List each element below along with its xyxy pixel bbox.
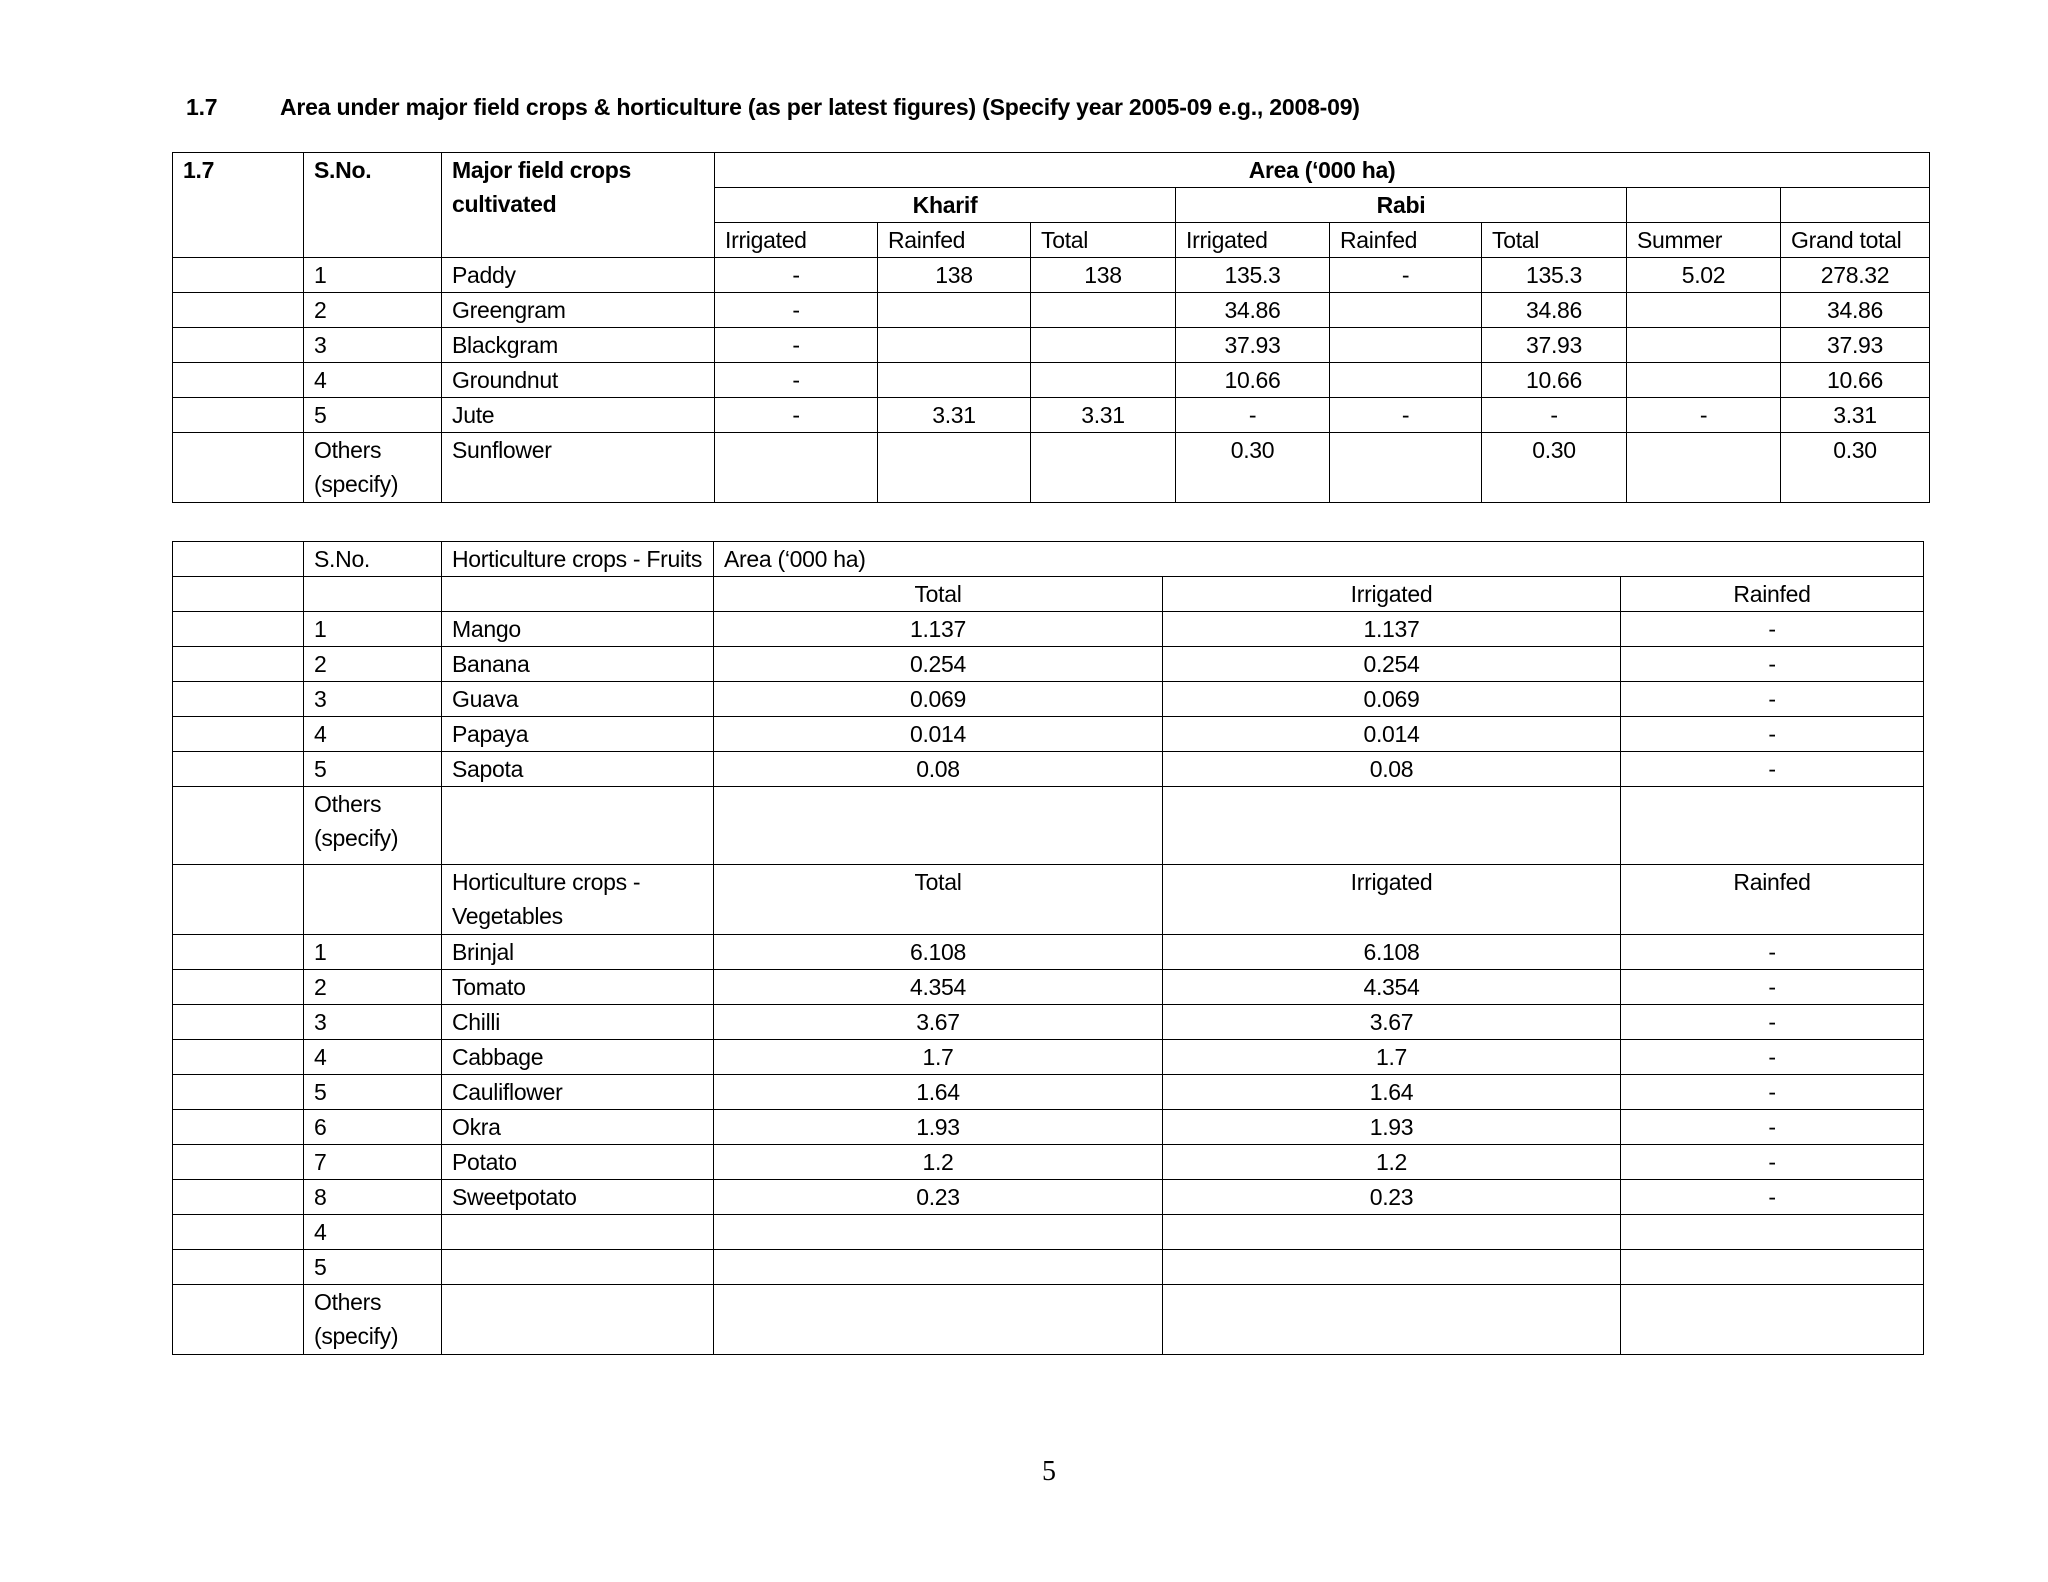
value-cell <box>878 363 1031 398</box>
sno-cell: 4 <box>304 1215 442 1250</box>
sno-header: S.No. <box>304 153 442 258</box>
crop-name-cell: Blackgram <box>442 328 715 363</box>
total-cell: 0.014 <box>714 717 1163 752</box>
crop-name-cell: Greengram <box>442 293 715 328</box>
blank-cell <box>173 612 304 647</box>
kharif-irrigated-header: Irrigated <box>715 223 878 258</box>
rabi-header: Rabi <box>1176 188 1627 223</box>
kharif-total-header: Total <box>1031 223 1176 258</box>
table-row <box>173 1250 1924 1285</box>
value-cell: 0.30 <box>1482 433 1627 503</box>
value-cell <box>1627 293 1781 328</box>
crop-name-cell: Guava <box>442 682 714 717</box>
value-cell: - <box>715 293 878 328</box>
value-cell <box>1627 433 1781 503</box>
table-row <box>173 1180 1924 1215</box>
sno-cell: 3 <box>304 1005 442 1040</box>
vegetables-header: Horticulture crops - Vegetables <box>442 865 714 935</box>
empty-header-cell <box>1627 188 1781 223</box>
total-cell: 1.137 <box>714 612 1163 647</box>
blank-cell <box>173 787 304 865</box>
value-cell: 135.3 <box>1176 258 1330 293</box>
blank-cell <box>173 542 304 577</box>
value-cell <box>878 433 1031 503</box>
rainfed-cell <box>1621 1215 1924 1250</box>
others-label-cell: Others (specify) <box>304 1285 442 1355</box>
value-cell <box>1330 363 1482 398</box>
rainfed-cell: - <box>1621 682 1924 717</box>
fruits-header: Horticulture crops - Fruits <box>442 542 714 577</box>
value-cell: 3.31 <box>1781 398 1930 433</box>
total-cell: 6.108 <box>714 935 1163 970</box>
irrigated-cell: 6.108 <box>1163 935 1621 970</box>
sno-cell: 8 <box>304 1180 442 1215</box>
crop-name-cell: Groundnut <box>442 363 715 398</box>
irrigated-cell: 0.23 <box>1163 1180 1621 1215</box>
blank-cell <box>173 1075 304 1110</box>
table-row <box>173 1040 1924 1075</box>
table-row <box>173 293 1930 328</box>
value-cell: 0.30 <box>1176 433 1330 503</box>
rainfed-cell: - <box>1621 612 1924 647</box>
blank-cell <box>714 1285 1163 1355</box>
blank-cell <box>1163 787 1621 865</box>
irrigated-cell <box>1163 1250 1621 1285</box>
irrigated-cell: 1.64 <box>1163 1075 1621 1110</box>
irrigated-cell: 1.2 <box>1163 1145 1621 1180</box>
blank-cell <box>173 1215 304 1250</box>
crop-name-cell: Okra <box>442 1110 714 1145</box>
rainfed-cell: - <box>1621 1180 1924 1215</box>
total-cell: 0.23 <box>714 1180 1163 1215</box>
summer-header: Summer <box>1627 223 1781 258</box>
value-cell: 34.86 <box>1176 293 1330 328</box>
table-row <box>173 1215 1924 1250</box>
table-row <box>173 865 1924 935</box>
sno-cell: 4 <box>304 363 442 398</box>
value-cell: - <box>1627 398 1781 433</box>
sno-cell: 5 <box>304 398 442 433</box>
rabi-total-header: Total <box>1482 223 1627 258</box>
blank-cell <box>173 1110 304 1145</box>
table-row <box>173 1110 1924 1145</box>
sno-cell: Others (specify) <box>304 433 442 503</box>
table-row <box>173 717 1924 752</box>
section-label-cell: 1.7 <box>173 153 304 258</box>
blank-cell <box>173 752 304 787</box>
table-row <box>173 577 1924 612</box>
blank-cell <box>304 577 442 612</box>
value-cell <box>1031 328 1176 363</box>
kharif-header: Kharif <box>715 188 1176 223</box>
sno-cell: 5 <box>304 752 442 787</box>
sno-cell: 2 <box>304 293 442 328</box>
rabi-irrigated-header: Irrigated <box>1176 223 1330 258</box>
table-row <box>173 1075 1924 1110</box>
crop-name-cell: Sweetpotato <box>442 1180 714 1215</box>
irrigated-header: Irrigated <box>1163 577 1621 612</box>
kharif-rainfed-header: Rainfed <box>878 223 1031 258</box>
rainfed-cell: - <box>1621 1040 1924 1075</box>
blank-cell <box>173 293 304 328</box>
irrigated-cell: 4.354 <box>1163 970 1621 1005</box>
sno-cell: 5 <box>304 1075 442 1110</box>
value-cell <box>1031 363 1176 398</box>
total-cell: 0.254 <box>714 647 1163 682</box>
crop-name-cell: Potato <box>442 1145 714 1180</box>
total-cell: 1.7 <box>714 1040 1163 1075</box>
total-cell: 1.2 <box>714 1145 1163 1180</box>
total-cell <box>714 1250 1163 1285</box>
sno-cell: 2 <box>304 647 442 682</box>
rainfed-cell: - <box>1621 970 1924 1005</box>
crop-name-cell <box>442 1250 714 1285</box>
total-cell: 0.08 <box>714 752 1163 787</box>
blank-cell <box>173 258 304 293</box>
blank-cell <box>173 363 304 398</box>
value-cell: 5.02 <box>1627 258 1781 293</box>
rainfed-cell <box>1621 1250 1924 1285</box>
value-cell <box>715 433 878 503</box>
horticulture-table <box>172 541 1924 1355</box>
crop-name-cell: Banana <box>442 647 714 682</box>
blank-cell <box>173 1005 304 1040</box>
value-cell <box>1330 293 1482 328</box>
table-row <box>173 647 1924 682</box>
rabi-rainfed-header: Rainfed <box>1330 223 1482 258</box>
blank-cell <box>304 865 442 935</box>
blank-cell <box>173 1250 304 1285</box>
value-cell: 3.31 <box>878 398 1031 433</box>
total-header: Total <box>714 865 1163 935</box>
blank-cell <box>173 865 304 935</box>
value-cell: 10.66 <box>1781 363 1930 398</box>
table-row <box>173 682 1924 717</box>
crop-name-cell: Jute <box>442 398 715 433</box>
sno-cell: 3 <box>304 682 442 717</box>
value-cell: 34.86 <box>1781 293 1930 328</box>
crop-header: Major field crops cultivated <box>442 153 715 258</box>
value-cell: 34.86 <box>1482 293 1627 328</box>
value-cell: 10.66 <box>1482 363 1627 398</box>
sno-cell: 1 <box>304 935 442 970</box>
value-cell: - <box>1330 398 1482 433</box>
table-row <box>173 258 1930 293</box>
blank-cell <box>1621 787 1924 865</box>
irrigated-cell: 0.254 <box>1163 647 1621 682</box>
blank-cell <box>173 328 304 363</box>
sno-cell: 1 <box>304 612 442 647</box>
table-row <box>173 787 1924 865</box>
blank-cell <box>173 577 304 612</box>
rainfed-cell: - <box>1621 752 1924 787</box>
table-row <box>173 328 1930 363</box>
value-cell: 10.66 <box>1176 363 1330 398</box>
total-cell: 4.354 <box>714 970 1163 1005</box>
rainfed-cell: - <box>1621 647 1924 682</box>
sno-header: S.No. <box>304 542 442 577</box>
sno-cell: 4 <box>304 717 442 752</box>
crop-name-cell: Brinjal <box>442 935 714 970</box>
value-cell: - <box>1330 258 1482 293</box>
value-cell: 0.30 <box>1781 433 1930 503</box>
irrigated-cell: 0.08 <box>1163 752 1621 787</box>
sno-cell: 4 <box>304 1040 442 1075</box>
page-number: 5 <box>1042 1456 1056 1487</box>
rainfed-cell: - <box>1621 1145 1924 1180</box>
total-cell: 3.67 <box>714 1005 1163 1040</box>
blank-cell <box>173 1180 304 1215</box>
sno-cell: 6 <box>304 1110 442 1145</box>
value-cell: - <box>715 258 878 293</box>
blank-cell <box>1621 1285 1924 1355</box>
value-cell: 37.93 <box>1781 328 1930 363</box>
value-cell: - <box>715 363 878 398</box>
value-cell: 37.93 <box>1176 328 1330 363</box>
crop-name-cell: Cauliflower <box>442 1075 714 1110</box>
blank-cell <box>442 1285 714 1355</box>
table-row <box>173 363 1930 398</box>
table-row <box>173 1145 1924 1180</box>
value-cell <box>1627 328 1781 363</box>
irrigated-header: Irrigated <box>1163 865 1621 935</box>
total-header: Total <box>714 577 1163 612</box>
blank-cell <box>173 433 304 503</box>
blank-cell <box>173 647 304 682</box>
value-cell <box>1627 363 1781 398</box>
sno-cell: 1 <box>304 258 442 293</box>
crop-name-cell: Chilli <box>442 1005 714 1040</box>
total-cell: 0.069 <box>714 682 1163 717</box>
sno-cell: 3 <box>304 328 442 363</box>
crop-name-cell: Cabbage <box>442 1040 714 1075</box>
irrigated-cell: 1.7 <box>1163 1040 1621 1075</box>
blank-cell <box>173 1285 304 1355</box>
value-cell <box>1031 293 1176 328</box>
blank-cell <box>442 787 714 865</box>
table-row <box>173 542 1924 577</box>
value-cell: - <box>715 328 878 363</box>
table-row <box>173 612 1924 647</box>
value-cell <box>878 328 1031 363</box>
section-heading <box>186 94 1360 121</box>
table-row <box>173 398 1930 433</box>
grand-total-header: Grand total <box>1781 223 1930 258</box>
rainfed-cell: - <box>1621 717 1924 752</box>
value-cell: - <box>1176 398 1330 433</box>
table-row <box>173 970 1924 1005</box>
table-row <box>173 752 1924 787</box>
rainfed-header: Rainfed <box>1621 865 1924 935</box>
area-header: Area (‘000 ha) <box>714 542 1924 577</box>
crop-name-cell: Sunflower <box>442 433 715 503</box>
table-row <box>173 1005 1924 1040</box>
blank-cell <box>173 717 304 752</box>
value-cell: - <box>715 398 878 433</box>
area-header: Area (‘000 ha) <box>715 153 1930 188</box>
sno-cell: 7 <box>304 1145 442 1180</box>
irrigated-cell <box>1163 1215 1621 1250</box>
field-crops-table <box>172 152 1930 503</box>
blank-cell <box>173 935 304 970</box>
blank-cell <box>173 970 304 1005</box>
empty-header-cell <box>1781 188 1930 223</box>
crop-name-cell <box>442 1215 714 1250</box>
value-cell <box>1330 328 1482 363</box>
irrigated-cell: 0.069 <box>1163 682 1621 717</box>
section-title: Area under major field crops & horticulture (as per latest figures) (Specify year 2005-09 e.g., 2008-09) <box>280 94 1360 120</box>
rainfed-cell: - <box>1621 935 1924 970</box>
irrigated-cell: 0.014 <box>1163 717 1621 752</box>
value-cell <box>878 293 1031 328</box>
blank-cell <box>1163 1285 1621 1355</box>
value-cell: 138 <box>1031 258 1176 293</box>
blank-cell <box>173 398 304 433</box>
value-cell: 3.31 <box>1031 398 1176 433</box>
irrigated-cell: 1.93 <box>1163 1110 1621 1145</box>
table-row <box>173 433 1930 503</box>
rainfed-cell: - <box>1621 1075 1924 1110</box>
irrigated-cell: 3.67 <box>1163 1005 1621 1040</box>
table-row <box>173 935 1924 970</box>
total-cell: 1.64 <box>714 1075 1163 1110</box>
blank-cell <box>173 1145 304 1180</box>
sno-cell: 2 <box>304 970 442 1005</box>
crop-name-cell: Tomato <box>442 970 714 1005</box>
total-cell: 1.93 <box>714 1110 1163 1145</box>
crop-name-cell: Paddy <box>442 258 715 293</box>
table-row <box>173 1285 1924 1355</box>
irrigated-cell: 1.137 <box>1163 612 1621 647</box>
value-cell <box>1330 433 1482 503</box>
section-number: 1.7 <box>186 94 218 120</box>
blank-cell <box>442 577 714 612</box>
value-cell: - <box>1482 398 1627 433</box>
value-cell: 37.93 <box>1482 328 1627 363</box>
value-cell: 278.32 <box>1781 258 1930 293</box>
blank-cell <box>173 682 304 717</box>
value-cell: 138 <box>878 258 1031 293</box>
crop-name-cell: Papaya <box>442 717 714 752</box>
blank-cell <box>714 787 1163 865</box>
rainfed-cell: - <box>1621 1110 1924 1145</box>
total-cell <box>714 1215 1163 1250</box>
sno-cell: 5 <box>304 1250 442 1285</box>
crop-name-cell: Sapota <box>442 752 714 787</box>
others-label-cell: Others (specify) <box>304 787 442 865</box>
blank-cell <box>173 1040 304 1075</box>
value-cell <box>1031 433 1176 503</box>
rainfed-header: Rainfed <box>1621 577 1924 612</box>
value-cell: 135.3 <box>1482 258 1627 293</box>
rainfed-cell: - <box>1621 1005 1924 1040</box>
crop-name-cell: Mango <box>442 612 714 647</box>
